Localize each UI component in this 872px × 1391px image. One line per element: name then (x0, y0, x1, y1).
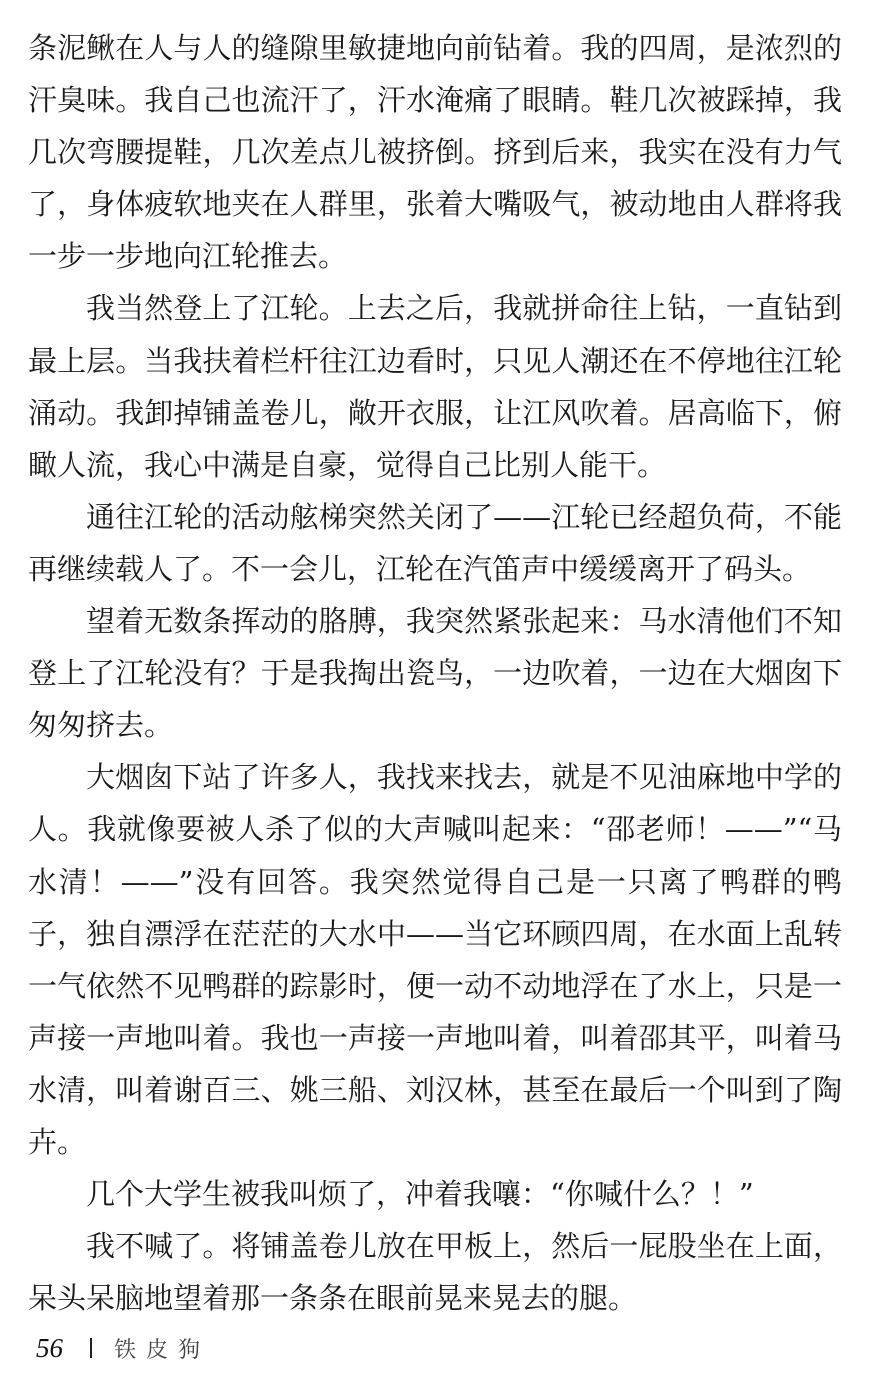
paragraph-6: 几个大学生被我叫烦了，冲着我嚷：“你喊什么？！” (86, 1177, 754, 1212)
book-title: 铁皮狗 (114, 1337, 211, 1363)
paragraph-4: 望着无数条挥动的胳膊，我突然紧张起来：马水清他们不知登上了江轮没有？于是我掏出瓷鸟，一边吹着，一边在大烟囱下匆匆挤去。 (28, 604, 842, 743)
footer-separator (90, 1338, 92, 1358)
paragraph-2: 我当然登上了江轮。上去之后，我就拼命往上钻，一直钻到最上层。当我扶着栏杆往江边看时，只见人潮还在不停地往江轮涌动。我卸掉铺盖卷儿，敞开衣服，让江风吹着。居高临下，俯瞰人流，我心中满是自豪，觉得自己比别人能干。 (28, 291, 842, 482)
paragraph-7: 我不喊了。将铺盖卷儿放在甲板上，然后一屁股坐在上面，呆头呆脑地望着那一条条在眼前晃来晃去的腿。 (28, 1229, 842, 1316)
paragraph-5: 大烟囱下站了许多人，我找来找去，就是不见油麻地中学的人。我就像要被人杀了似的大声喊叫起来：“邵老师！——”“马水清！——”没有回答。我突然觉得自己是一只离了鸭群的鸭子，独自漂浮在茫茫的大水中——当它环顾四周，在水面上乱转一气依然不见鸭群的踪影时，便一动不动地浮在了水上，只是一声接一声地叫着。我也一声接一声地叫着，叫着邵其平，叫着马水清，叫着谢百三、姚三船、刘汉林，甚至在最后一个叫到了陶卉。 (28, 760, 842, 1159)
paragraph-3: 通往江轮的活动舷梯突然关闭了——江轮已经超负荷，不能再继续载人了。不一会儿，江轮在汽笛声中缓缓离开了码头。 (28, 499, 842, 586)
page-body (28, 22, 842, 1324)
paragraph-1: 条泥鳅在人与人的缝隙里敏捷地向前钻着。我的四周，是浓烈的汗臭味。我自己也流汗了，汗水淹痛了眼睛。鞋几次被踩掉，我几次弯腰提鞋，几次差点儿被挤倒。挤到后来，我实在没有力气了，身体疲软地夹在人群里，张着大嘴吸气，被动地由人群将我一步一步地向江轮推去。 (28, 31, 842, 274)
page-footer (36, 1330, 210, 1366)
page-number: 56 (36, 1332, 63, 1363)
